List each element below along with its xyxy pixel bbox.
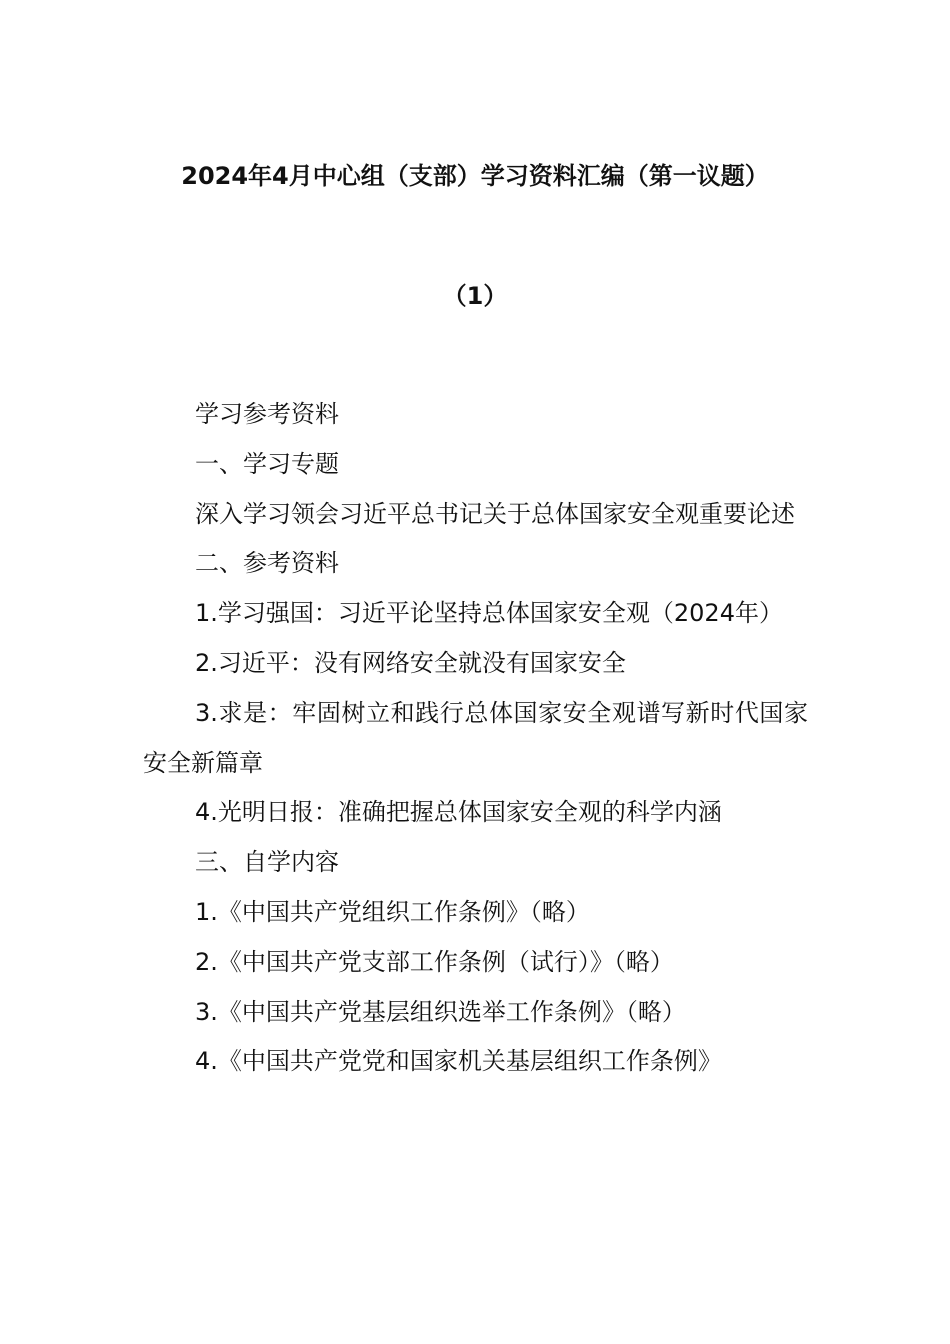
paragraph-reference-1: 1.学习强国：习近平论坚持总体国家安全观（2024年） [195,599,783,628]
paragraph-reference-2: 2.习近平：没有网络安全就没有国家安全 [195,648,626,677]
paragraph-self-study-1: 1.《中国共产党组织工作条例》（略） [195,897,590,926]
paragraph-reference-4: 4.光明日报：准确把握总体国家安全观的科学内涵 [195,798,722,827]
paragraph-section-3: 三、自学内容 [195,848,339,877]
document-body [143,390,808,1087]
paragraph-self-study-3: 3.《中国共产党基层组织选举工作条例》（略） [195,997,686,1026]
paragraph-self-study-4: 4.《中国共产党党和国家机关基层组织工作条例》 [195,1047,722,1076]
paragraph-reference-heading: 学习参考资料 [195,400,339,428]
paragraph-section-2: 二、参考资料 [195,549,339,578]
document-subtitle: （1） [442,282,508,310]
document-title: 2024年4月中心组（支部）学习资料汇编（第一议题） [181,162,769,190]
paragraph-reference-3: 3.求是：牢固树立和践行总体国家安全观谱写新时代国家安全新篇章 [143,698,808,777]
paragraph-topic: 深入学习领会习近平总书记关于总体国家安全观重要论述 [195,499,795,528]
paragraph-section-1: 一、学习专题 [195,449,339,478]
paragraph-self-study-2: 2.《中国共产党支部工作条例（试行）》（略） [195,947,674,976]
